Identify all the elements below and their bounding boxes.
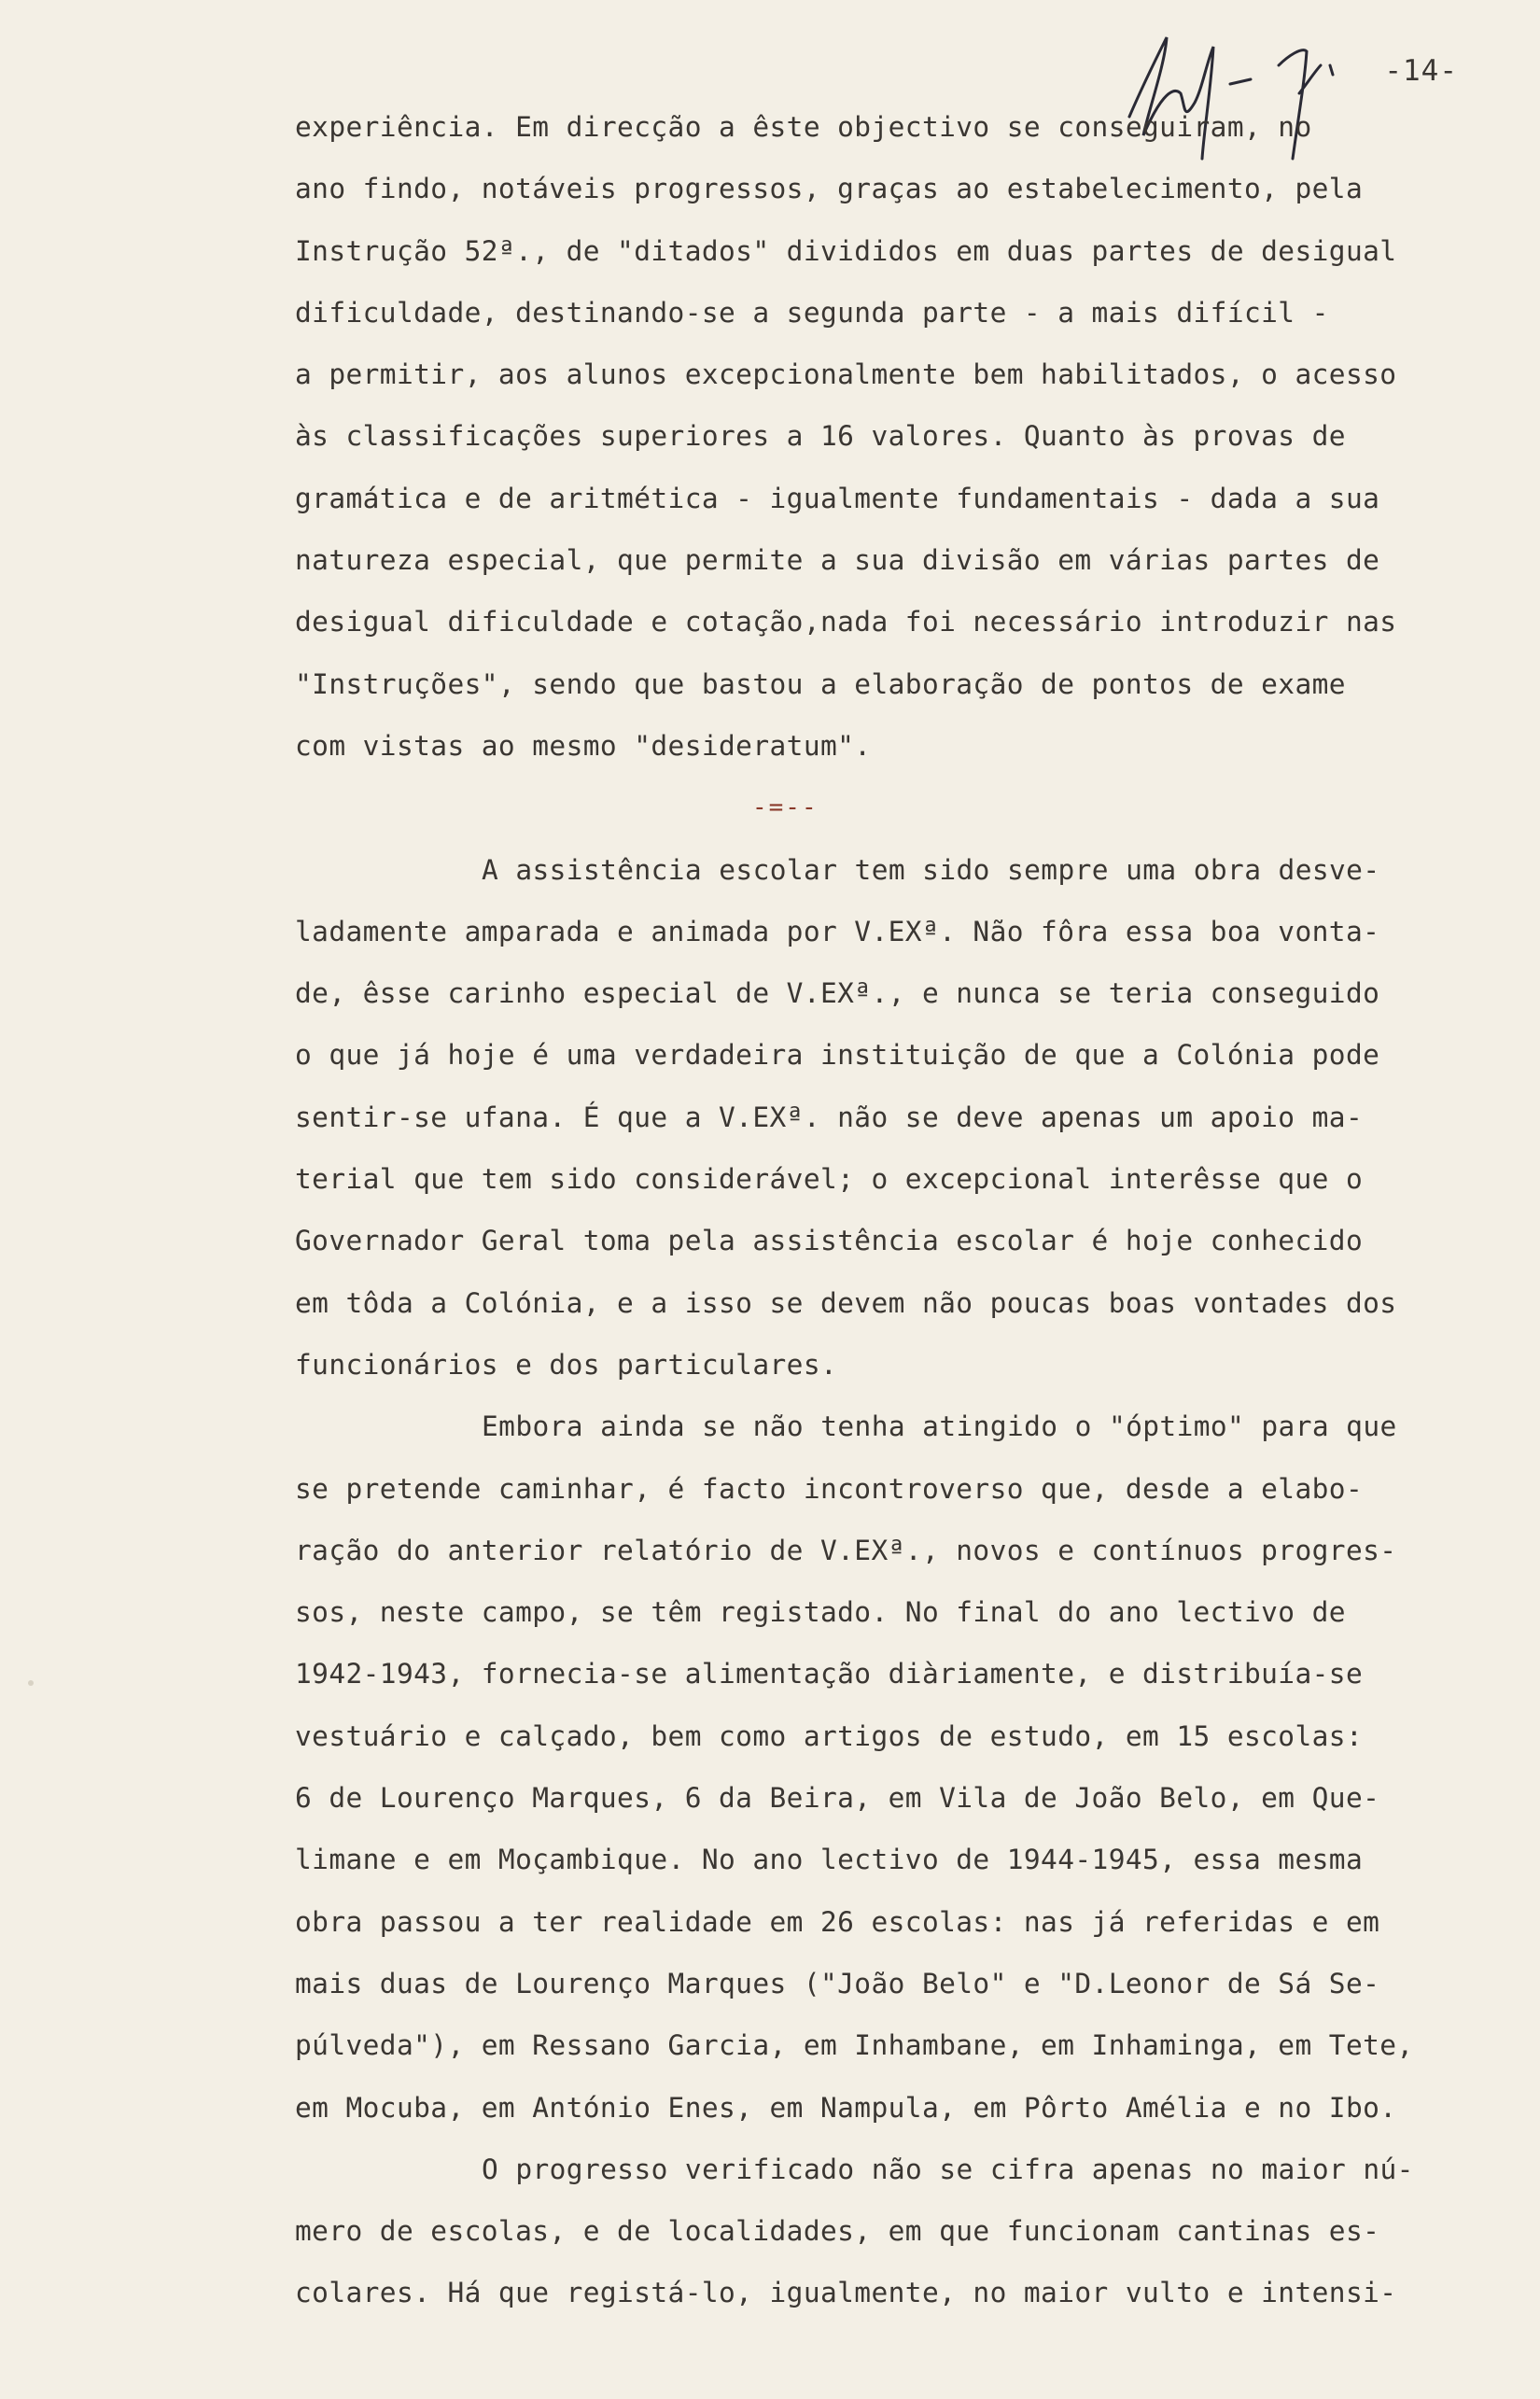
body-text [295, 96, 1508, 2324]
text-line: sentir-se ufana. É que a V.EXª. não se deve apenas um apoio ma- [295, 1101, 1364, 1133]
paragraph-4 [295, 2139, 1508, 2324]
text-line: ano findo, notáveis progressos, graças ao estabelecimento, pela [295, 173, 1364, 205]
text-line: Embora ainda se não tenha atingido o "óptimo" para que [482, 1410, 1397, 1443]
text-line: sos, neste campo, se têm registado. No final do ano lectivo de [295, 1596, 1346, 1629]
text-line: Governador Geral toma pela assistência escolar é hoje conhecido [295, 1225, 1364, 1257]
text-line: Instrução 52ª., de "ditados" divididos em duas partes de desigual [295, 234, 1397, 267]
paragraph-3 [295, 1396, 1508, 2139]
text-line: o que já hoje é uma verdadeira instituição de que a Colónia pode [295, 1039, 1380, 1072]
text-line: mero de escolas, e de localidades, em que funcionam cantinas es- [295, 2215, 1380, 2248]
text-line: com vistas ao mesmo "desideratum". [295, 729, 872, 762]
text-line: ladamente amparada e animada por V.EXª. Não fôra essa boa vonta- [295, 915, 1380, 947]
section-separator: -=-- [752, 793, 819, 822]
text-line: ração do anterior relatório de V.EXª., novos e contínuos progres- [295, 1534, 1397, 1566]
text-line: obra passou a ter realidade em 26 escolas: nas já referidas e em [295, 1905, 1380, 1938]
text-line: a permitir, aos alunos excepcionalmente bem habilitados, o acesso [295, 358, 1397, 391]
text-line: funcionários e dos particulares. [295, 1348, 838, 1381]
text-line: A assistência escolar tem sido sempre uma obra desve- [482, 853, 1380, 886]
text-line: "Instruções", sendo que bastou a elaboração de pontos de exame [295, 667, 1346, 700]
text-line: gramática e de aritmética - igualmente fundamentais - dada a sua [295, 482, 1380, 514]
page-number: -14- [1384, 54, 1458, 88]
text-line: em tôda a Colónia, e a isso se devem não poucas boas vontades dos [295, 1286, 1397, 1319]
paragraph-1 [295, 96, 1508, 777]
text-line: limane e em Moçambique. No ano lectivo de 1944-1945, essa mesma [295, 1844, 1364, 1876]
text-line: experiência. Em direcção a êste objectivo se conseguiram, no [295, 111, 1312, 143]
text-line: colares. Há que registá-lo, igualmente, no maior vulto e intensi- [295, 2277, 1397, 2309]
text-line: vestuário e calçado, bem como artigos de estudo, em 15 escolas: [295, 1719, 1364, 1752]
text-line: desigual dificuldade e cotação,nada foi necessário introduzir nas [295, 606, 1397, 638]
text-line: 1942-1943, fornecia-se alimentação diàriamente, e distribuía-se [295, 1658, 1364, 1691]
text-line: em Mocuba, em António Enes, em Nampula, em Pôrto Amélia e no Ibo. [295, 2091, 1397, 2124]
paper-punch-mark [28, 1680, 34, 1686]
text-line: dificuldade, destinando-se a segunda parte - a mais difícil - [295, 296, 1329, 329]
text-line: natureza especial, que permite a sua divisão em várias partes de [295, 544, 1380, 577]
text-line: se pretende caminhar, é facto incontroverso que, desde a elabo- [295, 1472, 1364, 1505]
text-line: às classificações superiores a 16 valores. Quanto às provas de [295, 420, 1346, 453]
text-line: terial que tem sido considerável; o excepcional interêsse que o [295, 1163, 1364, 1196]
paragraph-2 [295, 839, 1508, 1396]
text-line: mais duas de Lourenço Marques ("João Belo" e "D.Leonor de Sá Se- [295, 1967, 1380, 1999]
text-line: 6 de Lourenço Marques, 6 da Beira, em Vila de João Belo, em Que- [295, 1782, 1380, 1815]
text-line: púlveda"), em Ressano Garcia, em Inhambane, em Inhaminga, em Tete, [295, 2029, 1414, 2062]
text-line: O progresso verificado não se cifra apenas no maior nú- [482, 2153, 1414, 2185]
text-line: de, êsse carinho especial de V.EXª., e nunca se teria conseguido [295, 977, 1380, 1010]
